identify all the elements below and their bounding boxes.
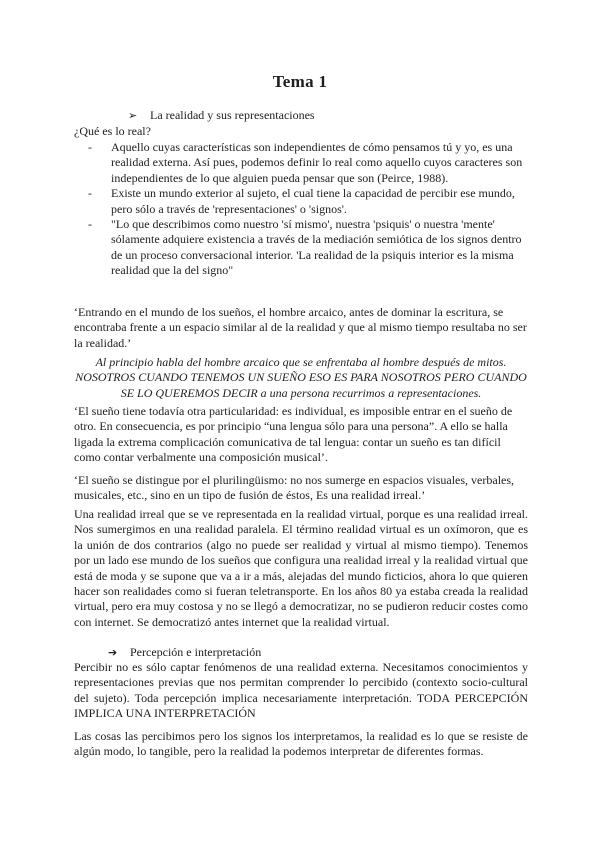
right-arrow-bullet-icon: ➔ [108, 646, 118, 659]
section-heading-percepcion [108, 645, 261, 660]
body-paragraph: Percibir no es sólo captar fenómenos de una realidad externa. Necesitamos conocimientos y representaciones previas que nos permitan comprender lo percibido (contexto socio-cultural del sujeto). Toda percepción implica necesariamente interpretación. TODA PERCEPCIÓN IMPLICA UNA INTERPRETACIÓN [74, 660, 528, 721]
definition-list [88, 140, 528, 279]
arrowhead-bullet-icon: ➢ [128, 109, 138, 122]
list-item-text: "Lo que describimos como nuestro 'sí mismo', nuestra 'psiquis' o nuestra 'mente' sólamente adquiere existencia a través de la mediación semiótica de los signos dentro de un proceso conversacional interior. 'La realidad de la psiquis interior es la misma realidad que la del signo" [111, 217, 522, 278]
section-heading-realidad [128, 108, 315, 123]
quote-paragraph: ‘El sueño se distingue por el plurilingüismo: no nos sumerge en espacios visuales, verbales, musicales, etc., sino en un tipo de fusión de éstos, Es una realidad irreal.’ [74, 473, 515, 503]
dash-bullet-icon: - [88, 140, 92, 154]
body-paragraph: Las cosas las percibimos pero los signos los interpretamos, la realidad es lo que se resiste de algún modo, lo tangible, pero la realidad la podemos interpretar de diferentes formas. [74, 729, 528, 759]
page-title: Tema 1 [272, 72, 328, 91]
dash-bullet-icon: - [88, 217, 92, 232]
section-heading-text: Percepción e interpretación [130, 645, 262, 659]
list-item [88, 217, 528, 279]
list-item-text: Existe un mundo exterior al sujeto, el cual tiene la capacidad de percibir ese mundo, pero sólo a través de 'representaciones' o 'signos'. [111, 186, 515, 216]
quote-paragraph: ‘Entrando en el mundo de los sueños, el hombre arcaico, antes de dominar la escritura, se encontraba frente a un espacio similar al de la realidad y que al mismo tiempo resultaba no ser la realidad.’ [74, 305, 527, 350]
list-item-text: Aquello cuyas características son independientes de cómo pensamos tú y yo, es una realidad externa. Así pues, podemos definir lo real como aquello cuyos caracteres son independientes de lo que alguien pueda pensar que son (Peirce, 1988). [111, 140, 523, 185]
list-item [88, 140, 528, 186]
italic-note: Al principio habla del hombre arcaico que se enfrentaba al hombre después de mitos. NOSOTROS CUANDO TENEMOS UN SUEÑO ESO ES PARA NOSOTROS PERO CUANDO SE LO QUEREMOS DECIR a una persona recurrimos a representaciones. [75, 355, 527, 400]
dash-bullet-icon: - [88, 186, 92, 201]
quote-paragraph: ‘El sueño tiene todavía otra particularidad: es individual, es imposible entrar en el sueño de otro. En consecuencia, es por principio “una lengua sólo para una persona”. A ello se halla ligada la extrema complicación comunicativa de tal lengua: contar un sueño es tan difícil como contar verbalmente una composición musical’. [74, 404, 513, 465]
section-heading-text: La realidad y sus representaciones [150, 108, 315, 122]
body-paragraph: Una realidad irreal que se ve representada en la realidad virtual, porque es una realidad irreal. Nos sumergimos en una realidad paralela. El término realidad virtual es un oxímoron, que es la unión de dos contrarios (algo no puede ser realidad y virtual al mismo tiempo). Tenemos por un lado ese mundo de los sueños que configura una realidad irreal y la realidad virtual que está de moda y se supone que va a ir a más, alejadas del mundo ficticios, ahora lo que quieren hacer son realidades como si fueran teletransporte. En los años 80 ya estaba creada la realidad virtual, pero era muy costosa y no se llegó a democratizar, no se pudieron reducir costes como con internet. Se democratizó antes internet que la realidad virtual. [74, 507, 528, 629]
question-text: ¿Qué es lo real? [74, 124, 151, 138]
list-item [88, 186, 528, 217]
